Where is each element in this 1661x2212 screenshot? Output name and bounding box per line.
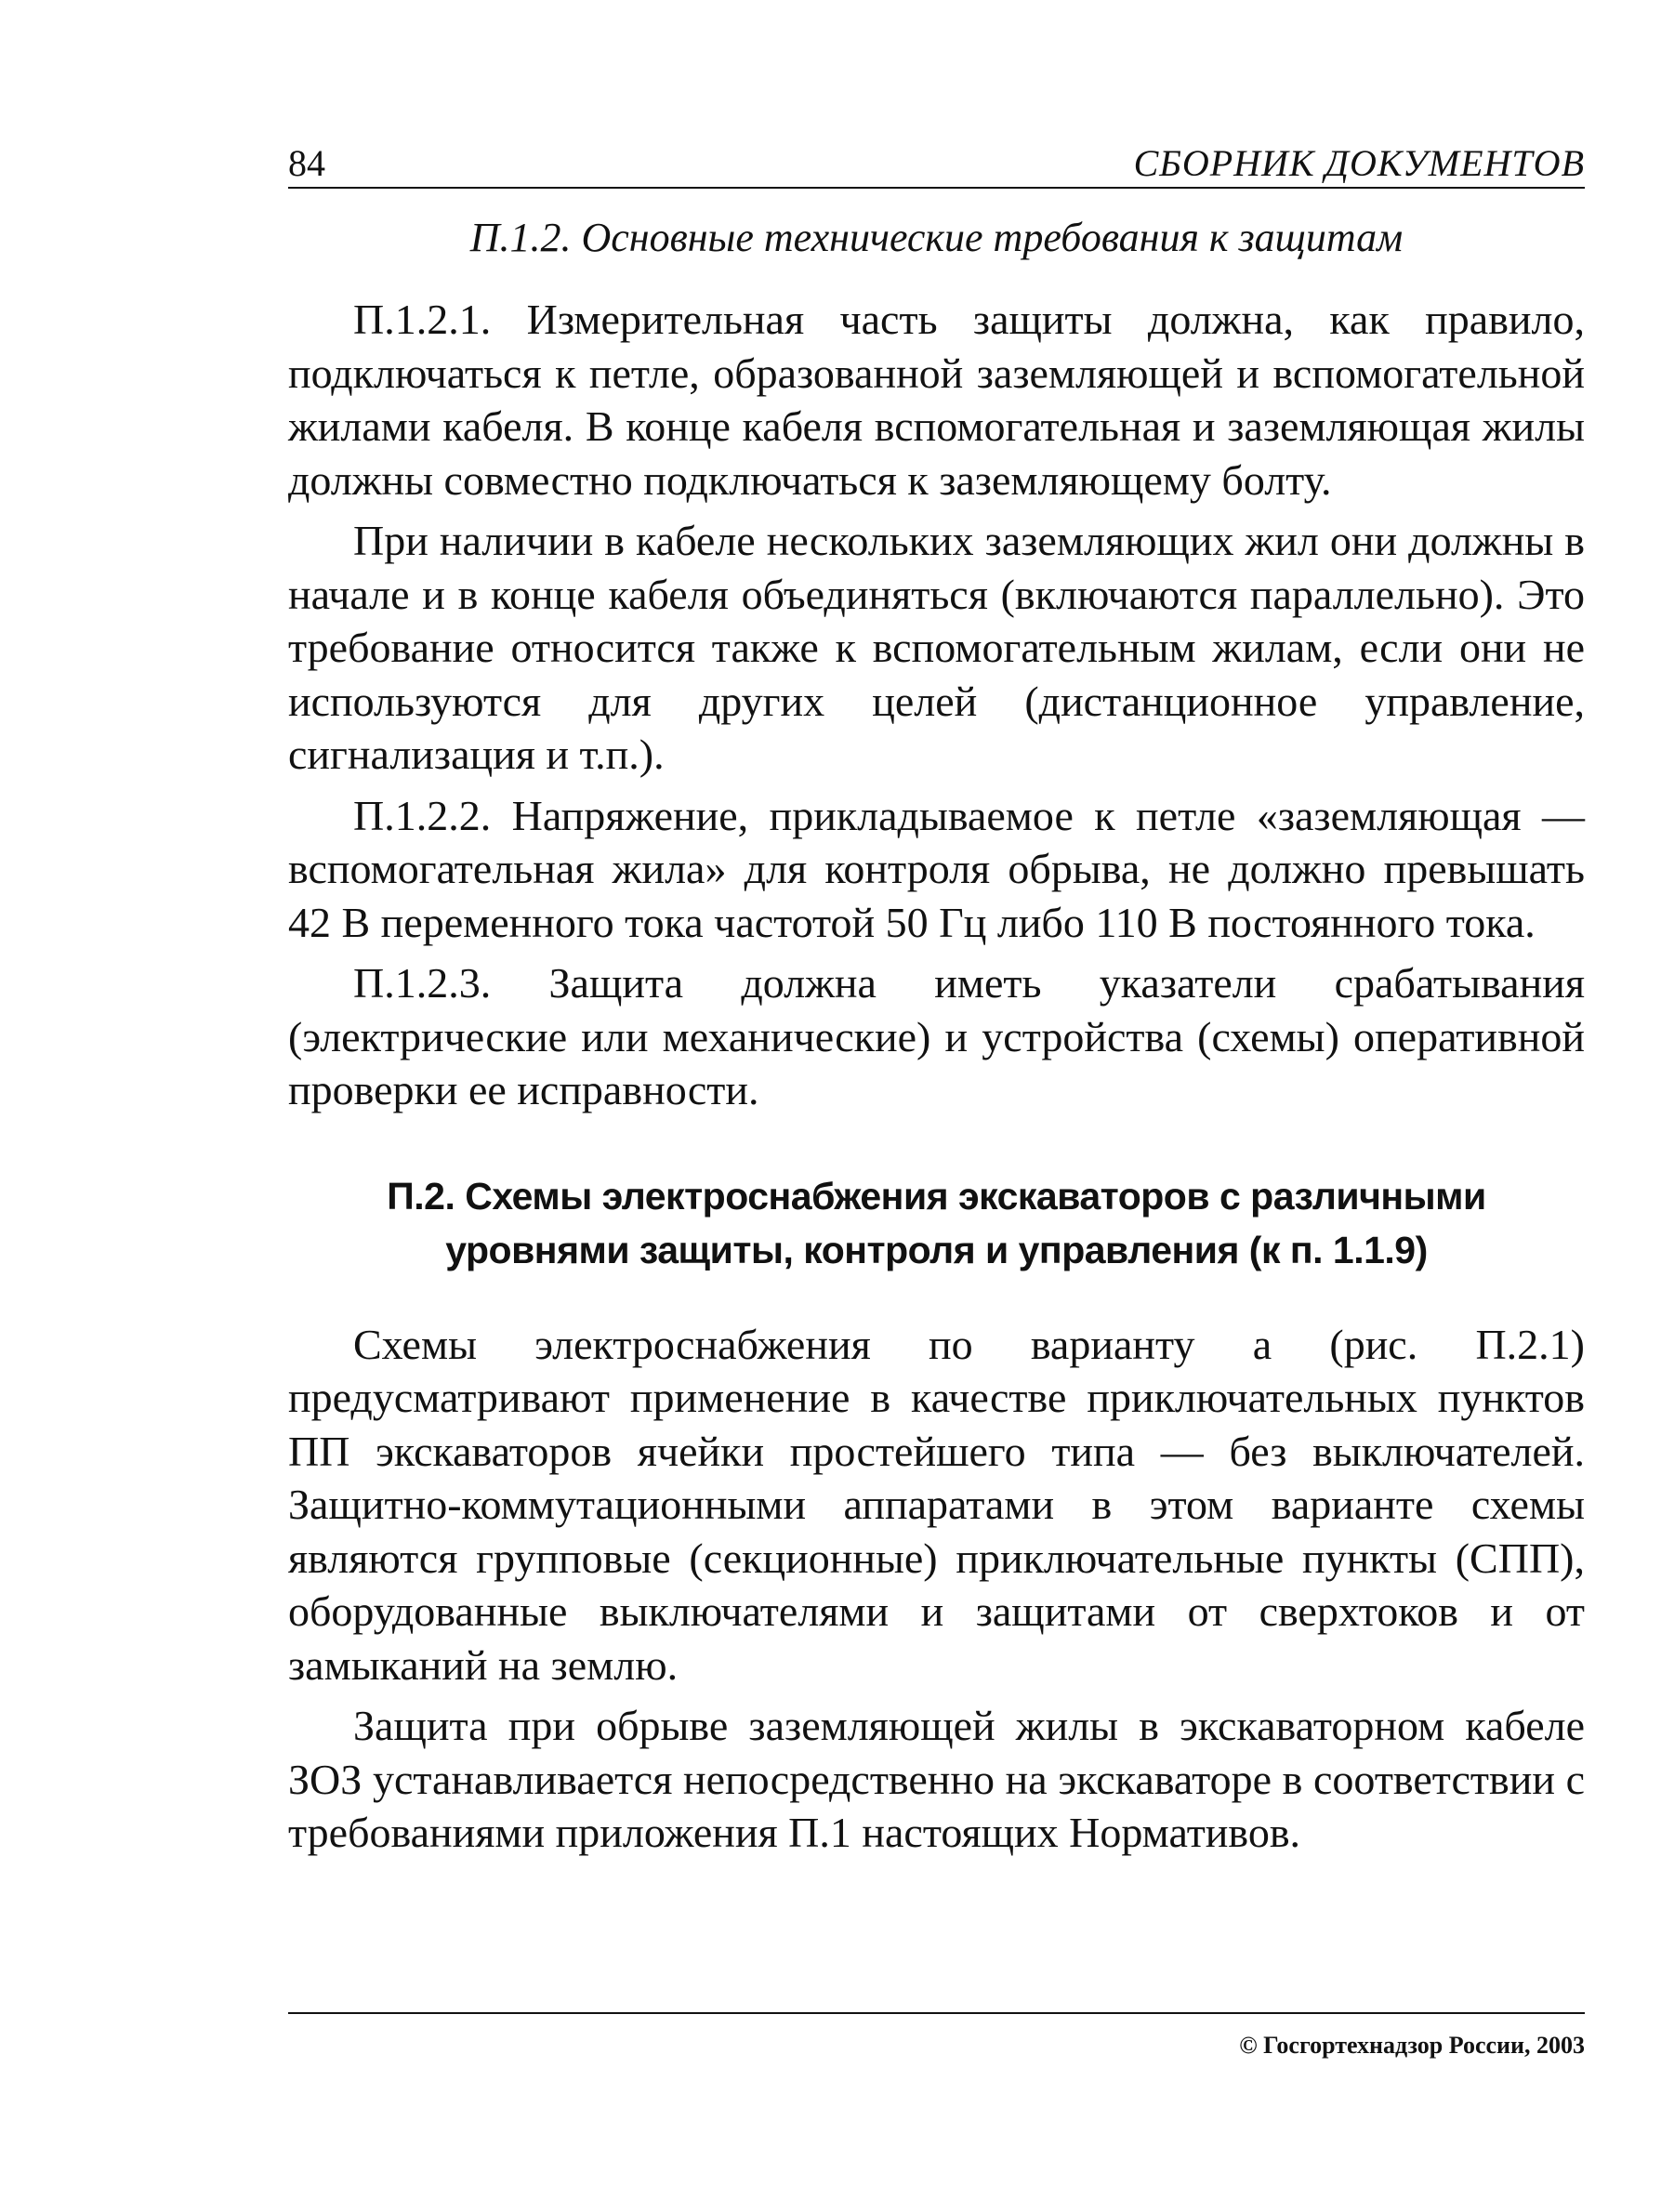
paragraph-1-2-2: П.1.2.2. Напряжение, прикладываемое к петле «заземляющая — вспомогательная жила» для контроля обрыва, не должно превышать 42 В переменного тока частотой 50 Гц либо 110 В постоянного тока. [288, 791, 1585, 946]
paragraph-zoz-protection: Защита при обрыве заземляющей жилы в экскаваторном кабеле ЗОЗ устанавливается непосредственно на экскаваторе в соответствии с требованиями приложения П.1 настоящих Нормативов. [288, 1702, 1585, 1856]
page-header [288, 130, 1585, 188]
body-text [288, 293, 1585, 1860]
paragraph-grounding-cores: При наличии в кабеле нескольких заземляющих жил они должны в начале и в конце кабеля объединяться (включаются параллельно). Это требование относится также к вспомогательным жилам, если они не используются для других целей (дистанционное управление, сигнализация и т.п.). [288, 517, 1585, 778]
paragraph-variant-a: Схемы электроснабжения по варианту а (рис. П.2.1) предусматривают применение в качестве приключательных пунктов ПП экскаваторов ячейки простейшего типа — без выключателей. Защитно-коммутационными аппаратами в этом варианте схемы являются групповые (секционные) приключательные пункты (СПП), оборудованные выключателями и защитами от сверхтоков и от замыканий на землю. [288, 1320, 1585, 1689]
paragraph-1-2-1: П.1.2.1. Измерительная часть защиты должна, как правило, подключаться к петле, образованной заземляющей и вспомогательной жилами кабеля. В конце кабеля вспомогательная и заземляющая жилы должны совместно подключаться к заземляющему болту. [288, 296, 1585, 504]
section-title-line-1: П.2. Схемы электроснабжения экскаваторов с различными [387, 1174, 1486, 1218]
section-title [288, 1169, 1585, 1277]
running-title: СБОРНИК ДОКУМЕНТОВ [1133, 142, 1585, 184]
subsection-title: П.1.2. Основные технические требования к защитам [469, 215, 1404, 260]
paragraph-1-2-3: П.1.2.3. Защита должна иметь указатели срабатывания (электрические или механические) и устройства (схемы) оперативной проверки ее исправности. [288, 959, 1585, 1113]
page-number: 84 [288, 142, 325, 184]
document-page [288, 130, 1585, 2138]
section-title-line-2: уровнями защиты, контроля и управления (к п. 1.1.9) [445, 1228, 1428, 1271]
footer-rule [288, 2012, 1585, 2014]
header-rule [288, 187, 1585, 189]
copyright-footer: © Госгортехнадзор России, 2003 [1239, 2032, 1585, 2059]
